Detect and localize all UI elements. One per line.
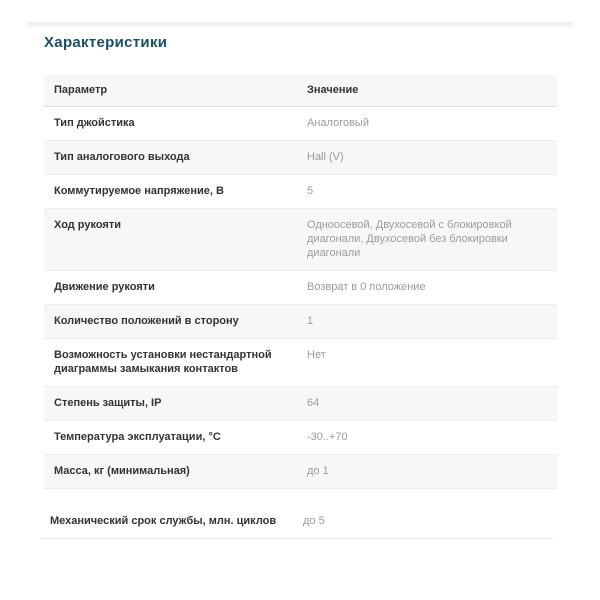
header-value-cell: Значение: [307, 84, 359, 96]
table-row: [44, 455, 557, 489]
table-row: [44, 305, 557, 339]
table-row: [44, 107, 557, 141]
param-cell: Коммутируемое напряжение, В: [54, 185, 224, 197]
param-cell: Количество положений в сторону: [54, 315, 239, 327]
footer-row-table: [40, 505, 553, 539]
specs-table: [44, 75, 557, 489]
table-row: [44, 175, 557, 209]
value-cell: 1: [307, 315, 314, 327]
value-cell: -30..+70: [307, 431, 348, 443]
param-cell: Тип джойстика: [54, 117, 135, 129]
table-row: [40, 505, 553, 539]
param-cell: Возможность установки нестандартной диаграммы замыкания контактов: [54, 349, 272, 375]
value-cell: 64: [307, 397, 320, 409]
param-cell: Механический срок службы, млн. циклов: [50, 515, 277, 527]
section-top-shadow: [27, 22, 573, 29]
value-cell: 5: [307, 185, 314, 197]
header-param-cell: Параметр: [54, 84, 108, 96]
value-cell: Аналоговый: [307, 117, 369, 129]
table-header-row: [44, 75, 557, 107]
value-cell: Hall (V): [307, 151, 344, 163]
param-cell: Ход рукояти: [54, 219, 121, 231]
table-row: [44, 421, 557, 455]
param-cell: Температура эксплуатации, °C: [54, 431, 221, 443]
param-cell: Степень защиты, IP: [54, 397, 162, 409]
table-body: [44, 107, 557, 489]
param-cell: Масса, кг (минимальная): [54, 465, 190, 477]
table-row: [44, 209, 557, 271]
table-row: [44, 387, 557, 421]
value-cell: Одноосевой, Двухосевой с блокировкой диагонали, Двухосевой без блокировки диагонали: [307, 219, 512, 259]
specs-section: [27, 22, 573, 539]
table-row: [44, 271, 557, 305]
value-cell: до 1: [307, 465, 329, 477]
value-cell: Возврат в 0 положение: [307, 281, 426, 293]
param-cell: Движение рукояти: [54, 281, 155, 293]
section-title: Характеристики: [44, 34, 168, 51]
param-cell: Тип аналогового выхода: [54, 151, 190, 163]
value-cell: Нет: [307, 349, 326, 361]
value-cell: до 5: [303, 515, 325, 527]
table-row: [44, 339, 557, 387]
table-row: [44, 141, 557, 175]
